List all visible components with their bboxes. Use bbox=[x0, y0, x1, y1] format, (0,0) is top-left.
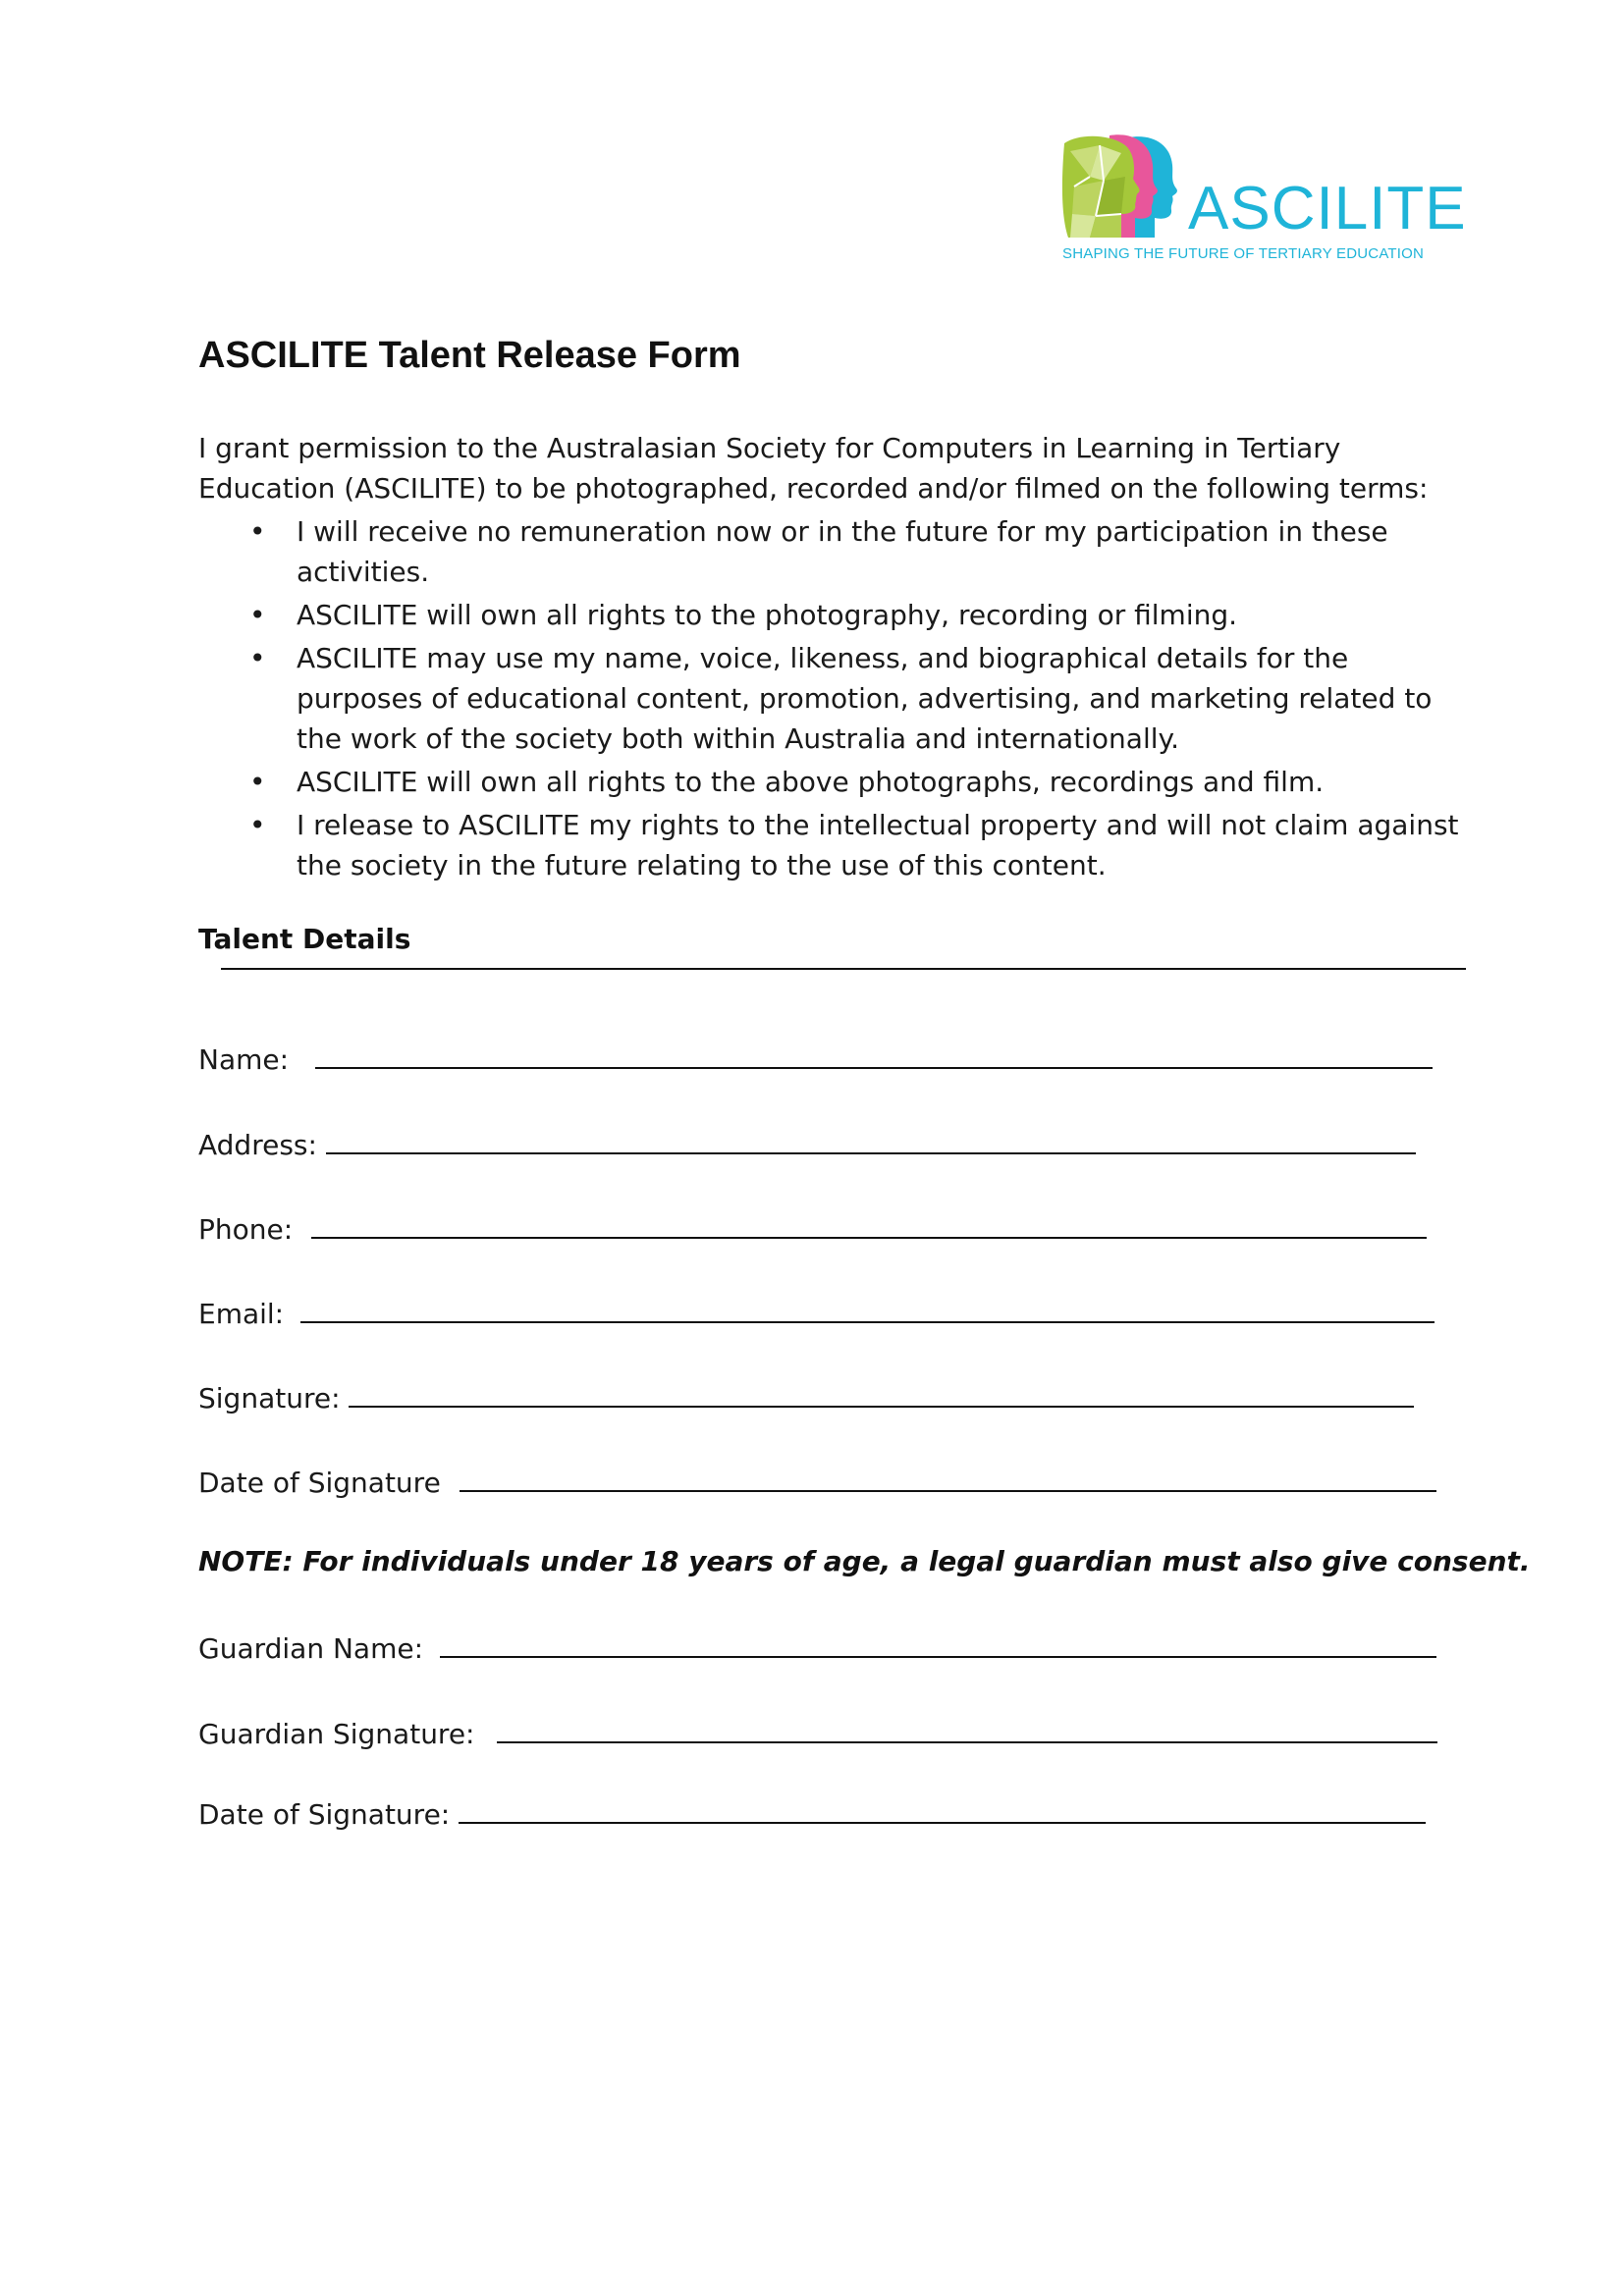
logo-tagline: SHAPING THE FUTURE OF TERTIARY EDUCATION bbox=[1062, 245, 1425, 262]
bullet-icon: • bbox=[249, 515, 266, 548]
signature-label: Signature: bbox=[198, 1382, 341, 1415]
email-field bbox=[198, 1290, 1435, 1334]
email-input-line[interactable] bbox=[300, 1290, 1435, 1323]
terms-list bbox=[198, 511, 1465, 888]
term-text: ASCILITE may use my name, voice, likeness, and biographical details for the purposes of educational content, promotion, advertising, and marketing related to the work of the society both within Australia and internationally. bbox=[297, 642, 1433, 755]
guardian-signature-input-line[interactable] bbox=[497, 1710, 1437, 1743]
bullet-icon: • bbox=[249, 642, 266, 674]
address-label: Address: bbox=[198, 1129, 317, 1161]
term-text: ASCILITE will own all rights to the photography, recording or filming. bbox=[297, 599, 1238, 631]
name-label: Name: bbox=[198, 1043, 290, 1076]
guardian-date-input-line[interactable] bbox=[459, 1790, 1426, 1824]
faces-profile-logo-icon bbox=[1060, 132, 1188, 240]
name-field bbox=[198, 1036, 1433, 1080]
guardian-date-field bbox=[198, 1790, 1426, 1835]
date-of-signature-input-line[interactable] bbox=[460, 1459, 1436, 1492]
date-of-signature-label: Date of Signature bbox=[198, 1467, 441, 1499]
email-label: Email: bbox=[198, 1298, 285, 1330]
bullet-icon: • bbox=[249, 809, 266, 841]
list-item bbox=[198, 595, 1465, 635]
phone-label: Phone: bbox=[198, 1213, 294, 1246]
bullet-icon: • bbox=[249, 766, 266, 798]
phone-field bbox=[198, 1205, 1427, 1250]
address-field bbox=[198, 1121, 1416, 1165]
date-of-signature-field bbox=[198, 1459, 1436, 1503]
term-text: I will receive no remuneration now or in the future for my participation in these activities. bbox=[297, 515, 1388, 588]
guardian-date-label: Date of Signature: bbox=[198, 1798, 451, 1831]
signature-field bbox=[198, 1374, 1414, 1418]
list-item bbox=[198, 638, 1465, 759]
intro-paragraph: I grant permission to the Australasian Society for Computers in Learning in Tertiary Education (ASCILITE) to be photographed, recorded and/or filmed on the following terms: bbox=[198, 432, 1429, 505]
phone-input-line[interactable] bbox=[311, 1205, 1427, 1239]
guardian-name-label: Guardian Name: bbox=[198, 1632, 424, 1665]
logo-wordmark: ASCILITE bbox=[1188, 175, 1467, 242]
guardian-name-input-line[interactable] bbox=[440, 1625, 1436, 1658]
page-title: ASCILITE Talent Release Form bbox=[198, 335, 741, 376]
address-input-line[interactable] bbox=[326, 1121, 1416, 1154]
list-item bbox=[198, 762, 1465, 802]
guardian-signature-field bbox=[198, 1710, 1437, 1754]
bullet-icon: • bbox=[249, 599, 266, 631]
list-item bbox=[198, 511, 1465, 592]
talent-details-heading: Talent Details bbox=[198, 923, 411, 955]
signature-input-line[interactable] bbox=[349, 1374, 1414, 1408]
list-item bbox=[198, 805, 1465, 885]
ascilite-logo bbox=[1060, 132, 1467, 269]
name-input-line[interactable] bbox=[315, 1036, 1433, 1069]
term-text: I release to ASCILITE my rights to the intellectual property and will not claim against the society in the future relating to the use of this content. bbox=[297, 809, 1459, 881]
guardian-signature-label: Guardian Signature: bbox=[198, 1718, 475, 1750]
term-text: ASCILITE will own all rights to the above photographs, recordings and film. bbox=[297, 766, 1325, 798]
guardian-name-field bbox=[198, 1625, 1436, 1669]
guardian-note: NOTE: For individuals under 18 years of age, a legal guardian must also give consent. bbox=[198, 1545, 1531, 1577]
section-divider bbox=[221, 968, 1466, 970]
